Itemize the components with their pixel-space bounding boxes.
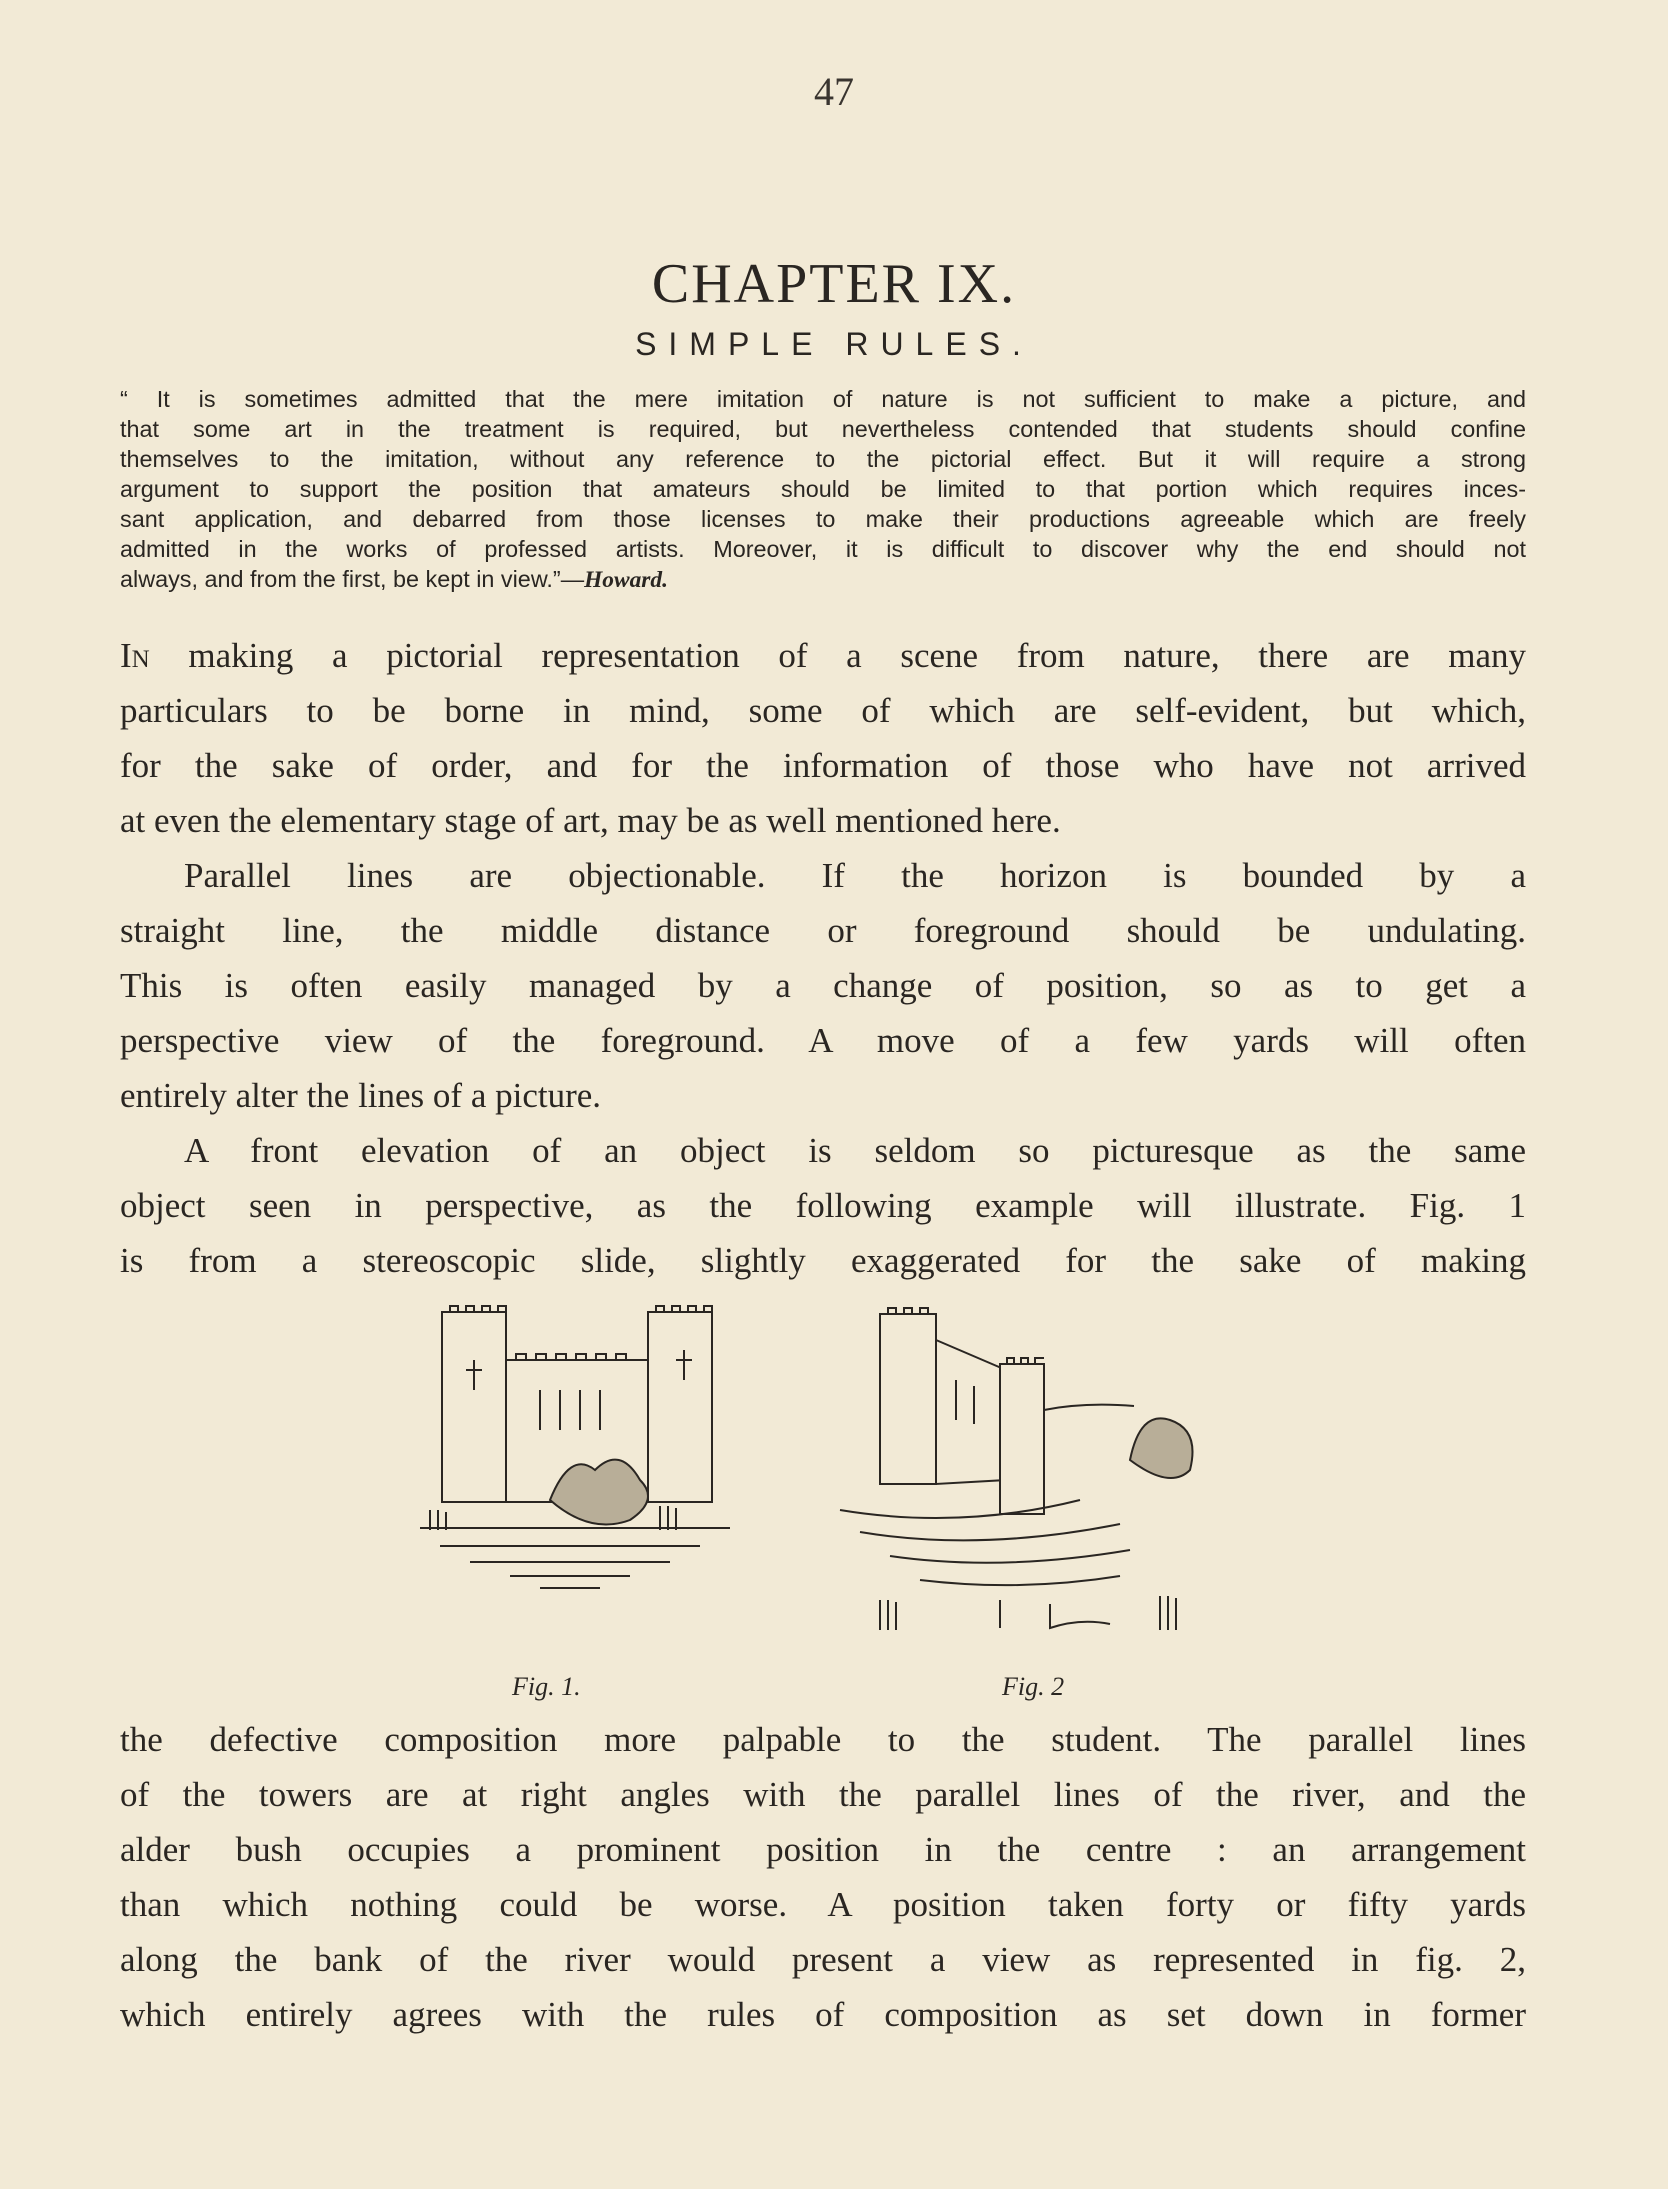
epigraph-line-text: always, and from the first, be kept in view.”—	[120, 566, 585, 592]
epigraph-attribution: Howard.	[584, 567, 668, 593]
epigraph-line: “ It is sometimes admitted that the mere imitation of nature is not sufficient to make a picture, and	[120, 386, 1526, 412]
body-line: object seen in perspective, as the following example will illustrate. Fig. 1	[120, 1186, 1526, 1225]
body-line: entirely alter the lines of a picture.	[120, 1076, 602, 1115]
body-line: for the sake of order, and for the information of those who have not arrived	[120, 746, 1526, 785]
body-line: is from a stereoscopic slide, slightly exaggerated for the sake of making	[120, 1241, 1526, 1280]
chapter-subtitle: SIMPLE RULES.	[635, 326, 1033, 362]
fig2-illustration	[840, 1308, 1193, 1630]
fig2-caption: Fig. 2	[1002, 1672, 1065, 1701]
body-line: than which nothing could be worse. A position taken forty or fifty yards	[120, 1885, 1526, 1924]
body-line	[120, 628, 1526, 683]
body-line: at even the elementary stage of art, may be as well mentioned here.	[120, 801, 1061, 840]
chapter-title: CHAPTER IX.	[651, 253, 1017, 315]
fig1-illustration	[420, 1306, 730, 1588]
epigraph-line: that some art in the treatment is required, but nevertheless contended that students should confine	[120, 416, 1526, 442]
body-line-text: making a pictorial representation of a scene from nature, there are many	[149, 636, 1526, 675]
body-text-top	[120, 628, 1526, 1288]
fig1-caption: Fig. 1.	[512, 1672, 581, 1701]
body-line: of the towers are at right angles with the parallel lines of the river, and the	[120, 1775, 1526, 1814]
epigraph-line: sant application, and debarred from those licenses to make their productions agreeable which are freely	[120, 506, 1526, 532]
body-line: particulars to be borne in mind, some of which are self-evident, but which,	[120, 691, 1526, 730]
page-number: 47	[814, 69, 854, 114]
body-line: This is often easily managed by a change of position, so as to get a	[120, 966, 1526, 1005]
epigraph-line: argument to support the position that amateurs should be limited to that portion which requires inces-	[120, 476, 1526, 502]
body-line: straight line, the middle distance or foreground should be undulating.	[120, 911, 1526, 950]
body-line: along the bank of the river would present a view as represented in fig. 2,	[120, 1940, 1526, 1979]
body-line: perspective view of the foreground. A move of a few yards will often	[120, 1021, 1526, 1060]
body-line: which entirely agrees with the rules of composition as set down in former	[120, 1995, 1526, 2034]
epigraph-line: themselves to the imitation, without any reference to the pictorial effect. But it will require a strong	[120, 446, 1526, 472]
body-line: A front elevation of an object is seldom so picturesque as the same	[184, 1131, 1526, 1170]
epigraph	[120, 384, 1526, 595]
epigraph-last-line	[120, 564, 1526, 595]
body-text-bottom	[120, 1712, 1526, 2042]
figure-illustrations	[400, 1300, 1280, 1660]
body-line: alder bush occupies a prominent position in the centre : an arrangement	[120, 1830, 1526, 1869]
body-line: the defective composition more palpable to the student. The parallel lines	[120, 1720, 1526, 1759]
epigraph-line: admitted in the works of professed artists. Moreover, it is difficult to discover why the end should not	[120, 536, 1526, 562]
lead-word: In	[120, 636, 150, 675]
body-line: Parallel lines are objectionable. If the horizon is bounded by a	[184, 856, 1526, 895]
